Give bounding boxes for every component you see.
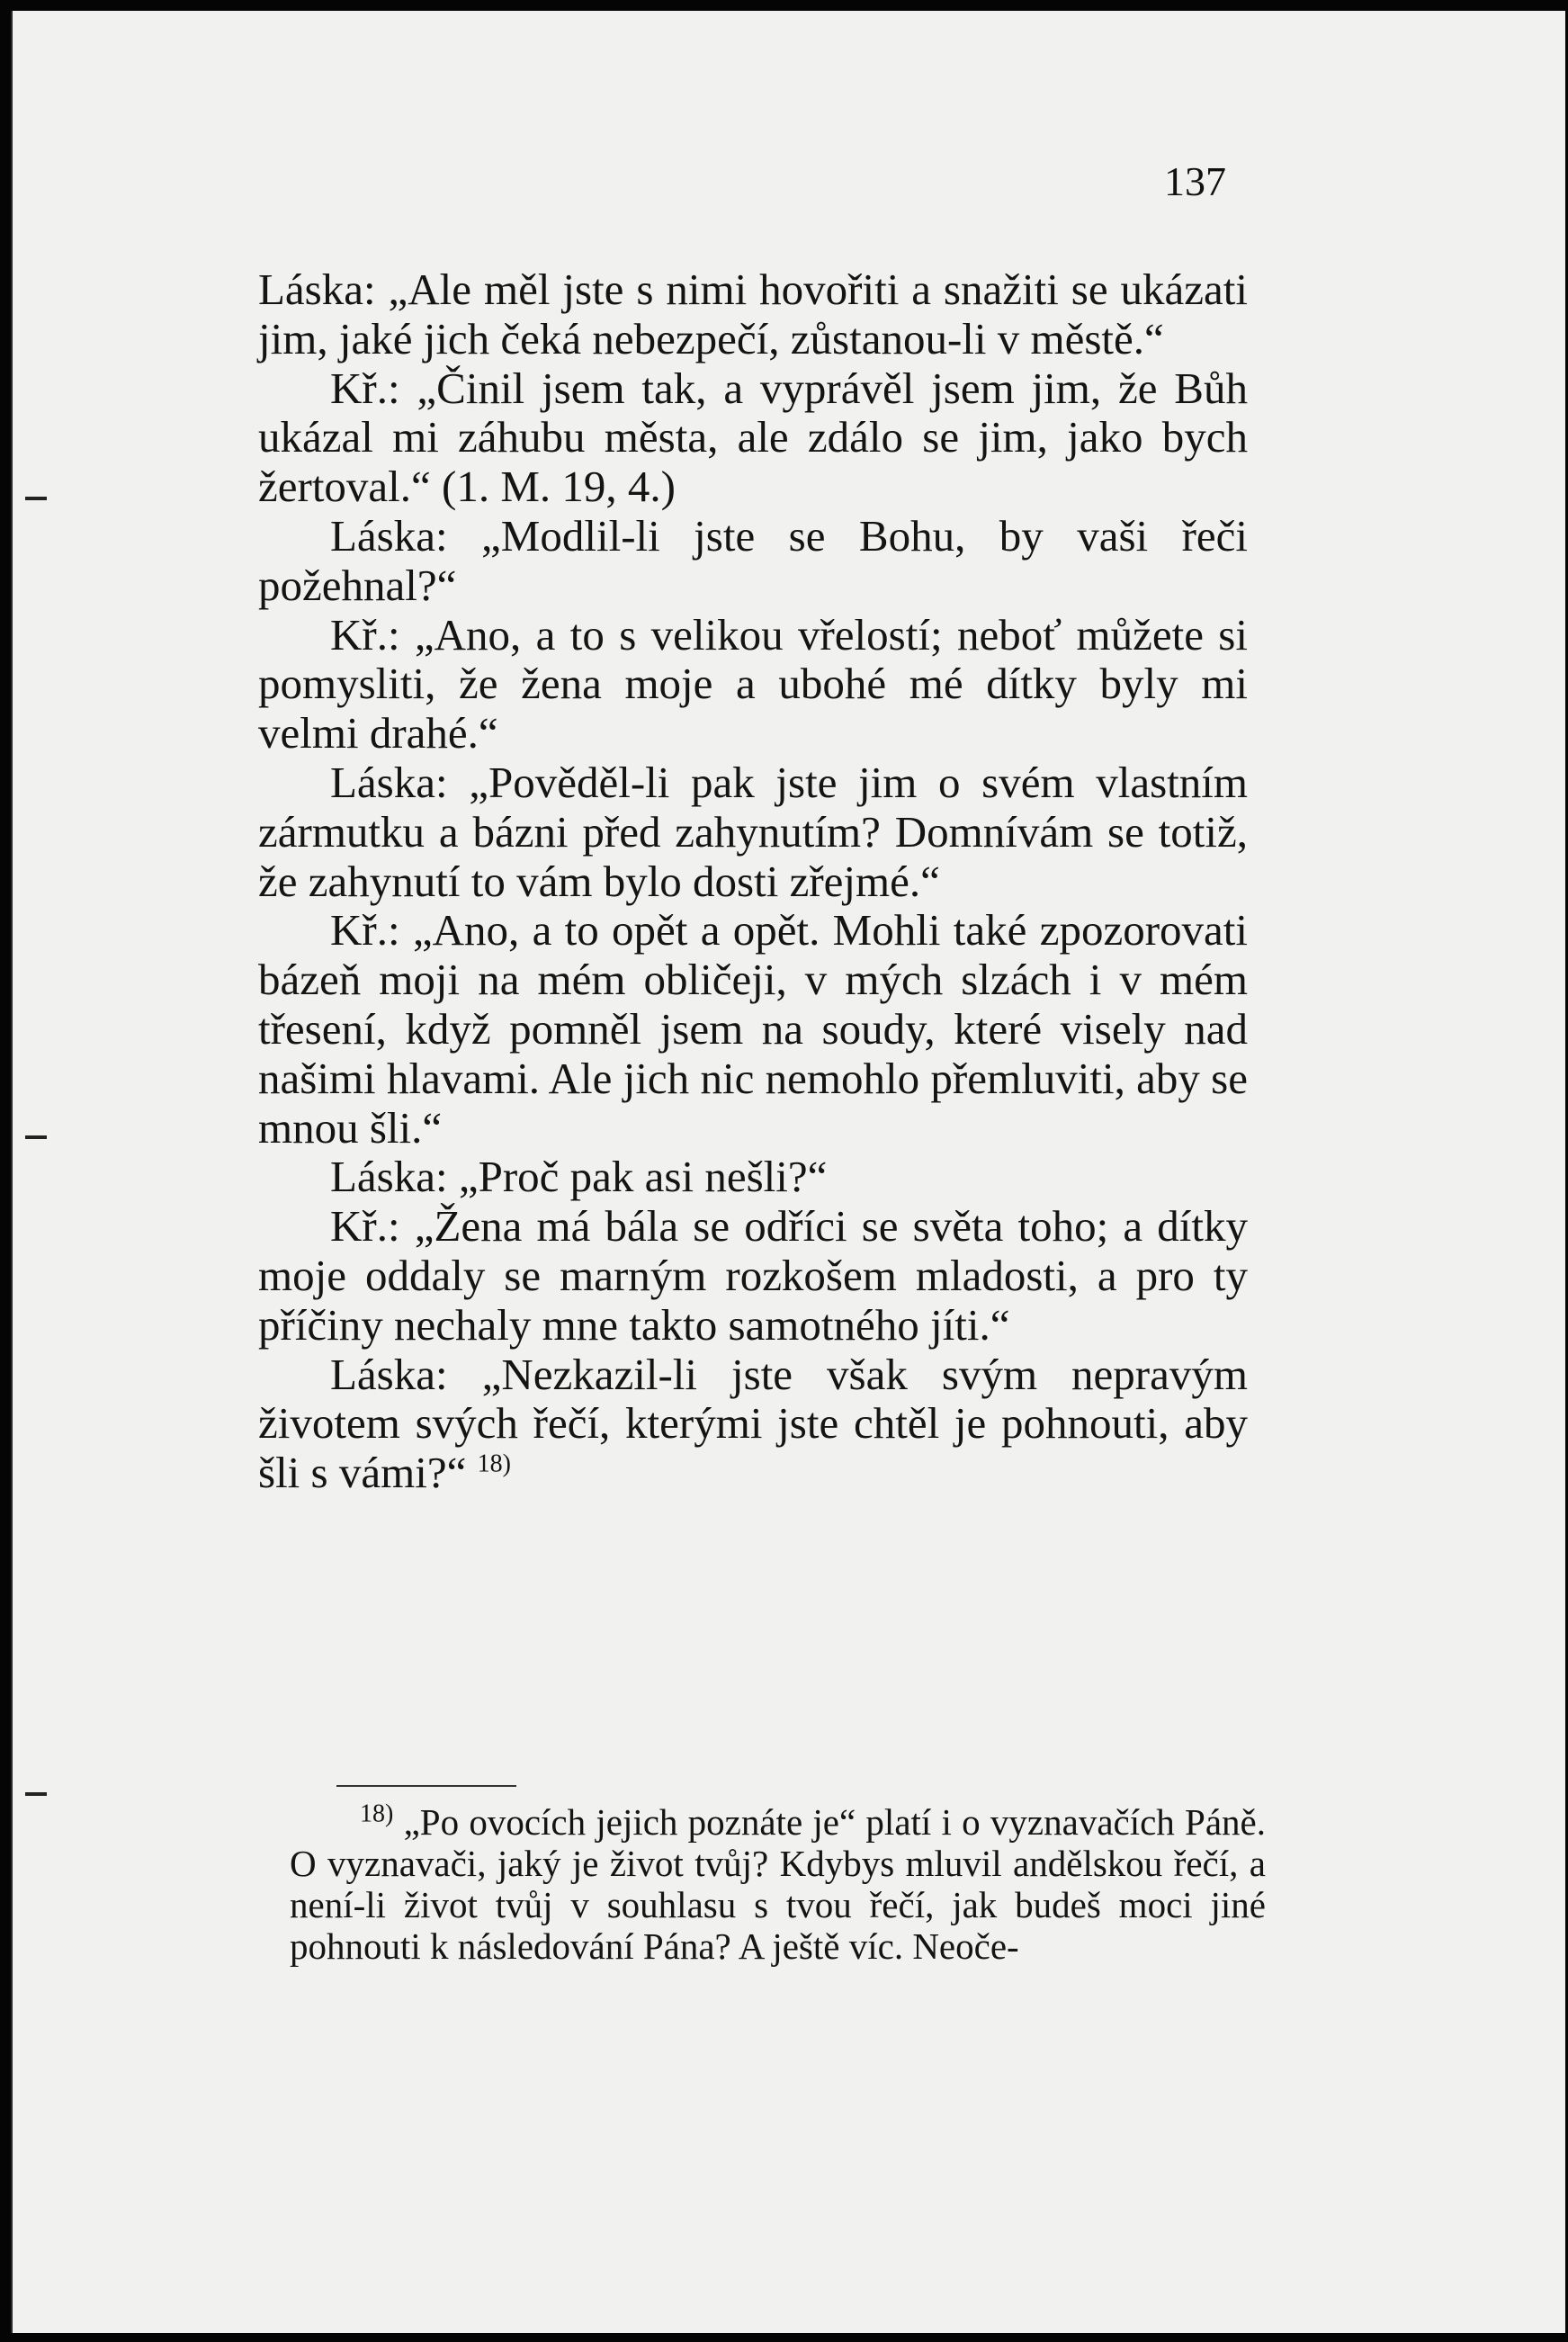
footnote-text: „Po ovocích jejich poznáte je“ platí i o vyznavačích Páně. O vyznavači, jaký je život tvůj? Kdybys mluvil andělskou řečí, a není-li život tvůj v souhlasu s tvou řečí, jak budeš moci jiné pohnouti k následování Pána? A ještě víc. Neoče- bbox=[290, 1801, 1267, 1967]
paragraph: Kř.: „Žena má bála se odříci se světa toho; a dítky moje oddaly se marným rozkošem mladosti, a pro ty příčiny nechaly mne takto samotného jíti.“ bbox=[258, 1201, 1248, 1350]
paragraph-text: Láska: „Nezkazil-li jste však svým nepravým životem svých řečí, kterými jste chtěl je pohnouti, aby šli s vámi?“ bbox=[258, 1349, 1248, 1498]
footnote-rule bbox=[336, 1785, 516, 1787]
paragraph: Láska: „Pověděl-li pak jste jim o svém vlastním zármutku a bázni před zahynutím? Domnívám se totiž, že zahynutí to vám bylo dosti zřejmé.“ bbox=[258, 757, 1248, 906]
paragraph: Kř.: „Ano, a to s velikou vřelostí; neboť můžete si pomysliti, že žena moje a ubohé mé dítky byly mi velmi drahé.“ bbox=[258, 609, 1248, 758]
footnote-reference: 18) bbox=[477, 1449, 511, 1478]
paragraph: Láska: „Ale měl jste s nimi hovořiti a snažiti se ukázati jim, jaké jich čeká nebezpečí, zůstanou-li v městě.“ bbox=[258, 265, 1248, 363]
book-page bbox=[11, 11, 1565, 2333]
paragraph: Kř.: „Ano, a to opět a opět. Mohli také zpozorovati bázeň moji na mém obličeji, v mých slzách i v mém třesení, když pomněl jsem na soudy, které visely nad našimi hlavami. Ale jich nic nemohlo přemluviti, aby se mnou šli.“ bbox=[258, 905, 1248, 1153]
paragraph-with-note bbox=[258, 1350, 1248, 1498]
paragraph: Láska: „Modlil-li jste se Bohu, by vaši řeči požehnal?“ bbox=[258, 510, 1248, 610]
margin-mark bbox=[25, 1135, 47, 1139]
paragraph: Kř.: „Činil jsem tak, a vyprávěl jsem jim, že Bůh ukázal mi záhubu města, ale zdálo se jim, jako bych žertoval.“ (1. M. 19, 4.) bbox=[258, 363, 1248, 512]
paragraph: Láska: „Proč pak asi nešli?“ bbox=[330, 1152, 828, 1202]
footnote-marker: 18) bbox=[360, 1799, 394, 1828]
footnote bbox=[290, 1801, 1266, 1967]
margin-mark bbox=[25, 497, 47, 500]
page-number: 137 bbox=[1164, 158, 1226, 204]
main-text bbox=[258, 265, 1248, 1498]
margin-mark bbox=[25, 1792, 47, 1796]
